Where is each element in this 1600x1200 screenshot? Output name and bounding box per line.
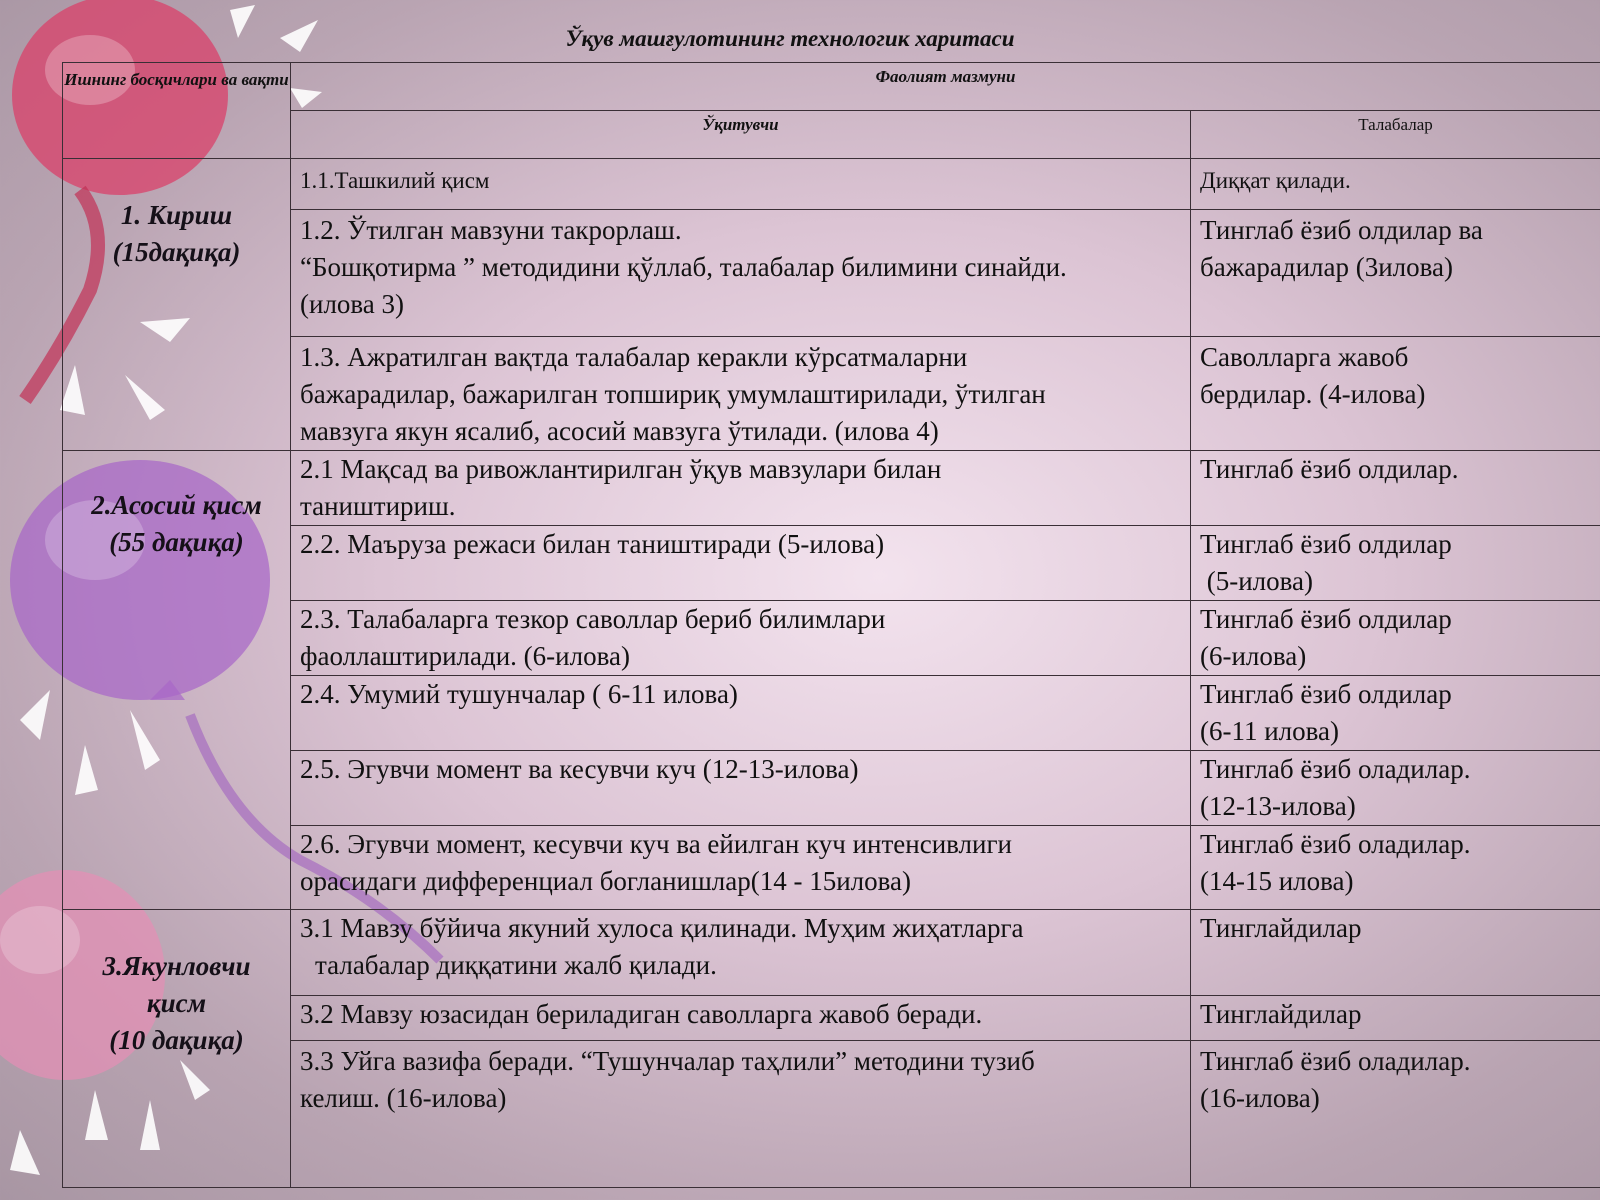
table-row (63, 159, 1600, 210)
student-text: бердилар. (4-илова) (1200, 379, 1426, 409)
table-row (63, 826, 1600, 910)
teacher-text: 2.4. Умумий тушунчалар ( 6-11 илова) (300, 679, 738, 709)
stage-cell (63, 159, 291, 451)
student-text: (6-илова) (1200, 641, 1307, 671)
student-cell (1191, 676, 1600, 751)
student-cell (1191, 526, 1600, 601)
teacher-text: (илова 3) (300, 289, 405, 319)
table-row (63, 676, 1600, 751)
stage-duration: (15дақиқа) (112, 237, 241, 267)
page-title: Ўқув машғулотининг технологик харитаси (565, 26, 1015, 51)
student-cell (1191, 601, 1600, 676)
stage-cell (63, 451, 291, 910)
table-row (63, 210, 1600, 337)
teacher-cell (291, 826, 1191, 910)
student-text: Тинглаб ёзиб олдилар. (1200, 454, 1459, 484)
teacher-text: таништириш. (300, 491, 456, 521)
student-text: Тинглаб ёзиб олдилар (1200, 529, 1452, 559)
stage-duration: (55 дақиқа) (109, 527, 244, 557)
table-row (63, 337, 1600, 451)
student-text: (16-илова) (1200, 1083, 1320, 1113)
student-text: Тинглайдилар (1200, 913, 1362, 943)
teacher-text: 1.3. Ажратилган вақтда талабалар керакли кўрсатмаларни (300, 342, 968, 372)
teacher-text: фаоллаштирилади. (6-илова) (300, 641, 630, 671)
teacher-cell (291, 1041, 1191, 1188)
student-text: (5-илова) (1200, 566, 1314, 596)
teacher-cell (291, 159, 1191, 210)
stage-duration: (10 дақиқа) (109, 1025, 244, 1055)
student-text: Саволларга жавоб (1200, 342, 1409, 372)
table-row (63, 751, 1600, 826)
subheader-row (63, 111, 1600, 159)
student-text: Тинглайдилар (1200, 999, 1362, 1029)
student-cell (1191, 910, 1600, 996)
table-row (63, 996, 1600, 1041)
teacher-cell (291, 751, 1191, 826)
header-row (63, 63, 1600, 111)
student-text: бажарадилар (3илова) (1200, 252, 1454, 282)
teacher-cell (291, 210, 1191, 337)
teacher-text: 3.3 Уйга вазифа беради. “Тушунчалар таҳлили” методини тузиб (300, 1046, 1035, 1076)
teacher-text: 1.1.Ташкилий қисм (300, 168, 490, 193)
stage-column-header: Ишнинг босқичлари ва вақти (63, 63, 291, 159)
student-cell (1191, 451, 1600, 526)
table-row (63, 910, 1600, 996)
student-text: Тинглаб ёзиб оладилар. (1200, 1046, 1471, 1076)
teacher-text: 2.6. Эгувчи момент, кесувчи куч ва ейилган куч интенсивлиги (300, 829, 1013, 859)
student-cell (1191, 826, 1600, 910)
teacher-cell (291, 996, 1191, 1041)
student-cell (1191, 996, 1600, 1041)
students-column-header: Талабалар (1191, 111, 1600, 159)
student-text: Тинглаб ёзиб олдилар ва (1200, 215, 1483, 245)
teacher-text: 1.2. Ўтилган мавзуни такрорлаш. (300, 215, 682, 245)
technology-map-table (62, 62, 1600, 1188)
student-text: Тинглаб ёзиб оладилар. (1200, 754, 1471, 784)
student-text: Тинглаб ёзиб олдилар (1200, 604, 1452, 634)
table-row (63, 601, 1600, 676)
stage-label: қисм (146, 988, 207, 1018)
teacher-text: 3.2 Мавзу юзасидан бериладиган саволларга жавоб беради. (300, 999, 983, 1029)
student-text: Тинглаб ёзиб оладилар. (1200, 829, 1471, 859)
teacher-text: “Бошқотирма ” методидини қўллаб, талабалар билимини синайди. (300, 252, 1067, 282)
table-row (63, 451, 1600, 526)
teacher-cell (291, 601, 1191, 676)
stage-label: 1. Кириш (120, 200, 233, 230)
teacher-text: 2.3. Талабаларга тезкор саволлар бериб билимлари (300, 604, 886, 634)
table-row (63, 1041, 1600, 1188)
teacher-text: 2.5. Эгувчи момент ва кесувчи куч (12-13-илова) (300, 754, 859, 784)
table-row (63, 526, 1600, 601)
student-text: Тинглаб ёзиб олдилар (1200, 679, 1452, 709)
teacher-text: талабалар диққатини жалб қилади. (315, 950, 717, 980)
teacher-text: орасидаги дифференциал богланишлар(14 - 15илова) (300, 866, 912, 896)
teacher-text: келиш. (16-илова) (300, 1083, 507, 1113)
student-text: (14-15 илова) (1200, 866, 1354, 896)
teacher-text: мавзуга якун ясалиб, асосий мавзуга ўтилади. (илова 4) (300, 416, 939, 446)
stage-label: 2.Асосий қисм (91, 490, 262, 520)
student-cell (1191, 337, 1600, 451)
teacher-text: 2.1 Мақсад ва ривожлантирилган ўқув мавзулари билан (300, 454, 942, 484)
teacher-cell (291, 451, 1191, 526)
stage-label: 3.Якунловчи (102, 951, 251, 981)
student-text: (6-11 илова) (1200, 716, 1340, 746)
teacher-cell (291, 337, 1191, 451)
teacher-text: 2.2. Маъруза режаси билан таништиради (5-илова) (300, 529, 885, 559)
student-cell (1191, 159, 1600, 210)
student-cell (1191, 210, 1600, 337)
teacher-cell (291, 676, 1191, 751)
student-text: (12-13-илова) (1200, 791, 1356, 821)
teacher-text: 3.1 Мавзу бўйича якуний хулоса қилинади. Муҳим жиҳатларга (300, 913, 1024, 943)
teacher-cell (291, 526, 1191, 601)
stage-cell (63, 910, 291, 1188)
teacher-column-header: Ўқитувчи (291, 111, 1191, 159)
student-cell (1191, 751, 1600, 826)
teacher-cell (291, 910, 1191, 996)
student-cell (1191, 1041, 1600, 1188)
student-text: Диққат қилади. (1200, 168, 1351, 193)
teacher-text: бажарадилар, бажарилган топшириқ умумлаштирилади, ўтилган (300, 379, 1046, 409)
content-column-header: Фаолият мазмуни (291, 63, 1600, 111)
